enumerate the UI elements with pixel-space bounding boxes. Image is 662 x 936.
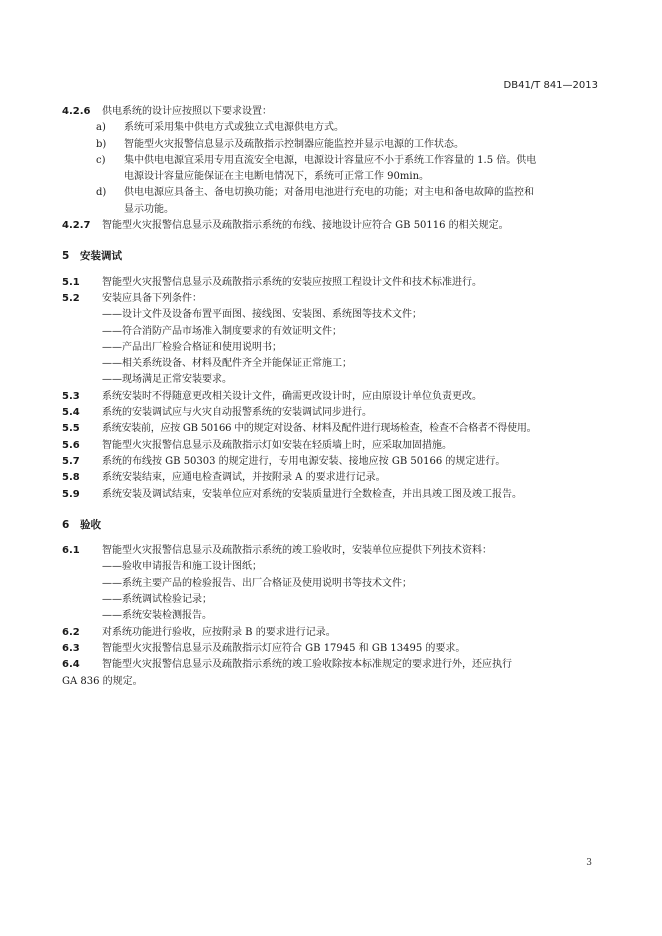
clause-number: 5.2 [62,292,80,304]
clause-text: 系统的安装调试应与火灾自动报警系统的安装调试同步进行。 [102,407,372,419]
clause-5-2 [62,291,602,307]
list-item: ——系统调试检验记录； [102,594,212,606]
section-title: 验收 [80,518,101,531]
item-text: 供电电源应具备主、备电切换功能；对备用电池进行充电的功能；对主电和备电故障的监控和 [124,187,534,199]
item-d-cont: 显示功能。 [124,203,174,215]
clause-5-1 [62,275,602,291]
clause-5-9 [62,487,602,503]
clause-6-4 [62,657,602,673]
item-a [62,120,602,136]
list-item: ——产品出厂检验合格证和使用说明书； [102,341,282,353]
clause-6-1 [62,543,602,559]
section-heading-6 [62,517,602,533]
clause-number: 6.4 [62,659,80,671]
section-heading-5 [62,248,602,264]
clause-number: 4.2.7 [62,220,91,232]
clause-text: 系统的布线按 GB 50303 的规定进行，专用电源安装、接地应按 GB 50166 的规定进行。 [102,455,506,467]
item-text: 系统可采用集中供电方式或独立式电源供电方式。 [124,122,344,134]
clause-text: 智能型火灾报警信息显示及疏散指示系统的竣工验收除按本标准规定的要求进行外，还应执行 [102,659,512,671]
clause-number: 5.4 [62,407,80,419]
clause-text: 系统安装时不得随意更改相关设计文件，确需更改设计时，应由原设计单位负责更改。 [102,390,482,402]
item-b [62,137,602,153]
clause-text: 系统安装前，应按 GB 50166 中的规定对设备、材料及配件进行现场检查，检查不合格者不得使用。 [102,423,537,435]
item-label: b) [96,138,107,150]
section-number: 5 [62,250,70,263]
clause-5-8 [62,470,602,486]
clause-text: 智能型火灾报警信息显示及疏散指示系统的布线、接地设计应符合 GB 50116 的相关规定。 [102,220,509,232]
clause-number: 6.2 [62,626,80,638]
list-item: ——系统安装检测报告。 [102,610,212,622]
clause-text: 智能型火灾报警信息显示及疏散指示灯应符合 GB 17945 和 GB 13495 的要求。 [102,642,466,654]
section-number: 6 [62,518,70,531]
item-text: 智能型火灾报警信息显示及疏散指示控制器应能监控并显示电源的工作状态。 [124,138,464,150]
item-label: a) [96,122,106,134]
list-item: ——现场满足正常安装要求。 [102,374,232,386]
clause-4-2-6 [62,104,602,120]
clause-5-3 [62,389,602,405]
clause-number: 5.9 [62,488,80,500]
clause-number: 5.5 [62,423,80,435]
clause-6-3 [62,641,602,657]
clause-number: 4.2.6 [62,106,91,117]
item-label: c) [96,154,106,166]
clause-text: 智能型火灾报警信息显示及疏散指示系统的安装应按照工程设计文件和技术标准进行。 [102,276,482,288]
list-item: ——验收申请报告和施工设计图纸； [102,561,262,573]
clause-number: 6.3 [62,642,80,654]
clause-number: 5.8 [62,472,80,484]
clause-5-6 [62,438,602,454]
list-item: ——符合消防产品市场准入制度要求的有效证明文件； [102,325,342,337]
clause-number: 5.1 [62,276,80,288]
item-text: 集中供电电源宜采用专用直流安全电源，电源设计容量应不小于系统工作容量的 1.5 倍。供电 [124,154,537,166]
item-d [62,185,602,201]
item-label: d) [96,187,107,199]
clause-text: 对系统功能进行验收，应按附录 B 的要求进行记录。 [102,626,336,638]
clause-text: 安装应具备下列条件： [102,292,202,304]
clause-number: 5.6 [62,439,80,451]
document-body [62,104,602,690]
section-title: 安装调试 [80,250,122,263]
clause-text: 智能型火灾报警信息显示及疏散指示灯如安装在轻质墙上时，应采取加固措施。 [102,439,452,451]
page-number: 3 [586,858,592,868]
document-code: DB41/T 841—2013 [503,80,598,91]
list-item: ——系统主要产品的检验报告、出厂合格证及使用说明书等技术文件； [102,577,412,589]
clause-5-5 [62,421,602,437]
list-item: ——设计文件及设备布置平面图、接线图、安装图、系统图等技术文件； [102,309,422,321]
clause-6-2 [62,625,602,641]
list-item: ——相关系统设备、材料及配件齐全并能保证正常施工； [102,358,352,370]
clause-number: 6.1 [62,545,80,557]
clause-text: 供电系统的设计应按照以下要求设置： [102,106,272,117]
clause-6-4-cont: GA 836 的规定。 [62,675,143,687]
item-c-cont: 电源设计容量应能保证在主电断电情况下，系统可正常工作 90min。 [124,171,430,183]
clause-number: 5.3 [62,390,80,402]
clause-4-2-7 [62,218,602,234]
clause-number: 5.7 [62,455,80,467]
clause-5-7 [62,454,602,470]
item-c [62,153,602,169]
clause-text: 系统安装及调试结束，安装单位应对系统的安装质量进行全数检查，并出具竣工图及竣工报告。 [102,488,522,500]
clause-5-4 [62,405,602,421]
clause-text: 智能型火灾报警信息显示及疏散指示系统的竣工验收时，安装单位应提供下列技术资料： [102,545,492,557]
clause-text: 系统安装结束，应通电检查调试，并按附录 A 的要求进行记录。 [102,472,386,484]
